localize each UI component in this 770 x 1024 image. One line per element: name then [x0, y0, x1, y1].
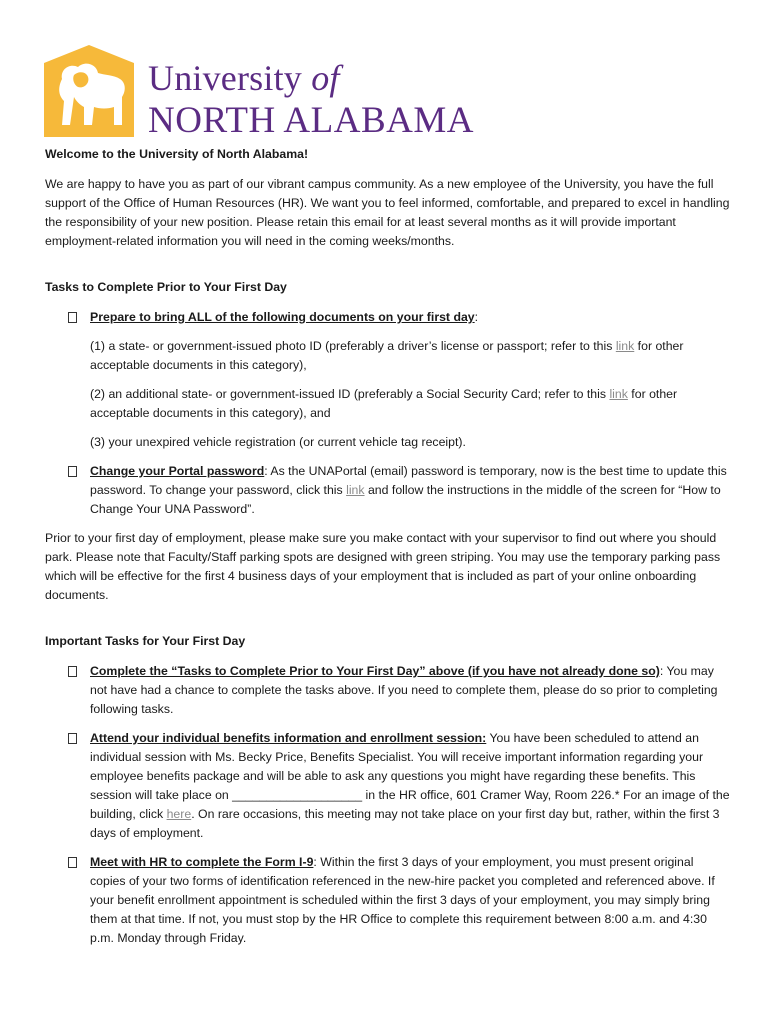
task-heading: Complete the “Tasks to Complete Prior to Your First Day” above (if you have not already done so)	[90, 664, 660, 678]
checkbox-icon[interactable]	[68, 666, 77, 677]
checkbox-icon[interactable]	[68, 312, 77, 323]
link-photo-id[interactable]: link	[615, 339, 635, 353]
checkbox-icon[interactable]	[68, 733, 77, 744]
university-logo	[44, 45, 474, 140]
task-heading: Attend your individual benefits information and enrollment session:	[90, 731, 487, 745]
section-title-prior-tasks: Tasks to Complete Prior to Your First Day	[45, 280, 287, 294]
parking-paragraph: Prior to your first day of employment, please make sure you make contact with your supervisor to find out where you should park. Please note that Faculty/Staff parking spots are designed with green striping. You may use the temporary parking pass which will be effective for the first 4 business days of your employment that is included as part of your online onboarding documents.	[45, 531, 721, 602]
task-heading: Prepare to bring ALL of the following documents on your first day	[90, 310, 475, 324]
task-benefits-session: Attend your individual benefits information and enrollment session: You have been scheduled to attend an individual session with Ms. Becky Price, Benefits Specialist. You will receive important information regarding your employee benefits package and will be able to ask any questions you might have regarding these benefits. This session will take place on ___________________ in the HR office, 601 Cramer Way, Room 226.* For an image of the building, click here. On rare occasions, this meeting may not take place on your first day but, rather, within the first 3 days of employment.	[45, 729, 730, 843]
task-heading: Change your Portal password	[90, 464, 265, 478]
task-heading: Meet with HR to complete the Form I-9	[90, 855, 314, 869]
lion-emblem-icon	[44, 45, 134, 137]
link-additional-id[interactable]: link	[609, 387, 628, 401]
letter-body	[45, 145, 730, 958]
checkbox-icon[interactable]	[68, 466, 77, 477]
welcome-heading: Welcome to the University of North Alabama!	[45, 147, 309, 161]
document-item-2: (2) an additional state- or government-issued ID (preferably a Social Security Card; refer to this link for other acceptable documents in this category), and	[90, 387, 678, 420]
link-building-image[interactable]: here	[166, 807, 192, 821]
document-item-3: (3) your unexpired vehicle registration (or current vehicle tag receipt).	[90, 435, 466, 449]
intro-paragraph: We are happy to have you as part of our vibrant campus community. As a new employee of the University, you have the full support of the Office of Human Resources (HR). We want you to feel informed, comfortable, and prepared to excel in handling the responsibility of your new position. Please retain this email for at least several months as it will provide important employment-related information you will need in the coming weeks/months.	[45, 177, 730, 248]
task-form-i9: Meet with HR to complete the Form I-9: Within the first 3 days of your employment, you must present original copies of your two forms of identification referenced in the new-hire packet you completed and referenced above. If your benefit enrollment appointment is scheduled within the first 3 days of your employment, you may simply bring them at that time. If not, you must stop by the HR Office to complete this requirement between 8:00 a.m. and 4:30 p.m. Monday through Friday.	[45, 853, 730, 948]
link-change-password[interactable]: link	[346, 483, 365, 497]
task-complete-prior: Complete the “Tasks to Complete Prior to Your First Day” above (if you have not already done so): You may not have had a chance to complete the tasks above. If you need to complete them, please do so prior to completing following tasks.	[45, 662, 730, 719]
checkbox-icon[interactable]	[68, 857, 77, 868]
task-change-password: Change your Portal password: As the UNAPortal (email) password is temporary, now is the best time to update this password. To change your password, click this link and follow the instructions in the middle of the screen for “How to Change Your UNA Password”.	[45, 462, 730, 519]
logo-wordmark-line2: NORTH ALABAMA	[148, 100, 474, 141]
section-title-first-day: Important Tasks for Your First Day	[45, 634, 246, 648]
task-documents: Prepare to bring ALL of the following documents on your first day:	[45, 308, 730, 327]
logo-wordmark-line1: University of	[148, 58, 340, 98]
document-item-1: (1) a state- or government-issued photo ID (preferably a driver’s license or passport; refer to this link for other acceptable documents in this category),	[90, 339, 684, 372]
